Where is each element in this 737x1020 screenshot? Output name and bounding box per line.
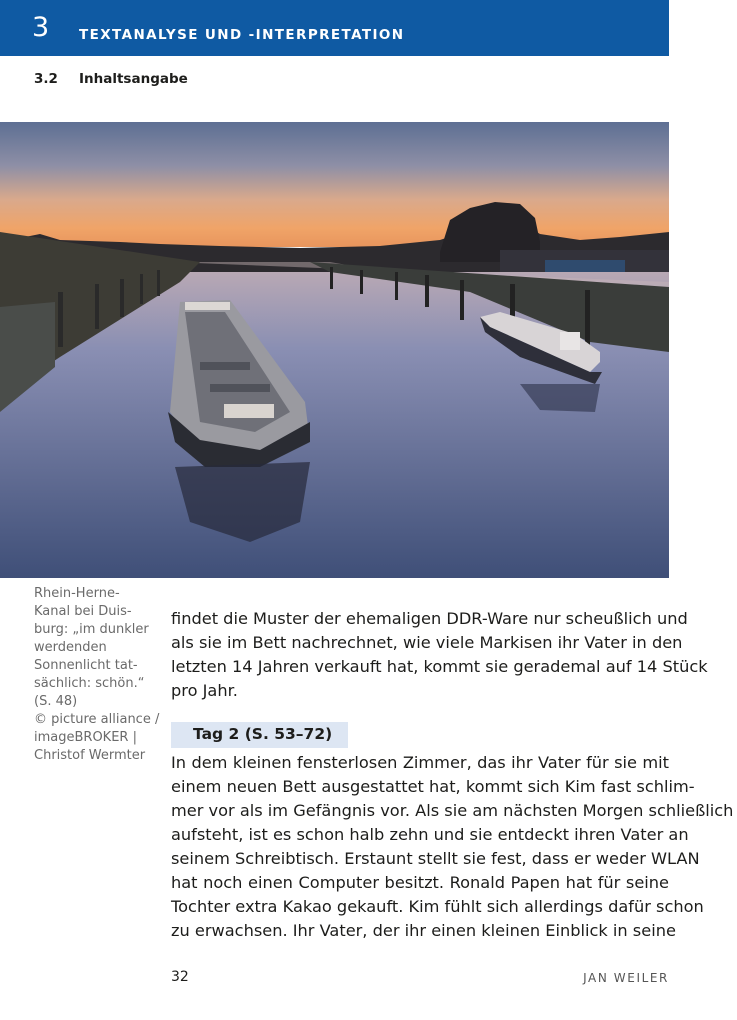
text-line: zu erwachsen. Ihr Vater, der ihr einen kleinen Einblick in seine	[171, 921, 676, 940]
footer-author: JAN WEILER	[583, 971, 669, 985]
text-line: als sie im Bett nachrechnet, wie viele Markisen ihr Vater in den	[171, 633, 683, 652]
caption-line: © picture alliance /	[34, 712, 160, 727]
caption-line: werdenden	[34, 640, 107, 655]
chapter-header-bar	[0, 0, 669, 56]
text-line: seinem Schreibtisch. Erstaunt stellt sie fest, dass er weder WLAN	[171, 849, 700, 868]
text-line: mer vor als im Gefängnis vor. Als sie am nächsten Morgen schließlich	[171, 801, 734, 820]
chapter-number: 3	[32, 12, 50, 43]
subheading-label: Tag 2 (S. 53–72)	[193, 725, 333, 743]
caption-line: Christof Wermter	[34, 748, 146, 763]
photo-caption	[34, 585, 158, 765]
section-title: Inhaltsangabe	[79, 71, 188, 87]
body-paragraph-2	[171, 751, 734, 943]
body-paragraph-1	[171, 607, 708, 703]
text-line: hat noch einen Computer besitzt. Ronald Papen hat für seine	[171, 873, 669, 892]
caption-line: imageBROKER |	[34, 730, 137, 745]
canal-barges-photo	[0, 122, 669, 578]
caption-line: burg: „im dunkler	[34, 622, 149, 637]
caption-line: Sonnenlicht tat-	[34, 658, 138, 673]
caption-line: Rhein-Herne-	[34, 586, 120, 601]
text-line: aufsteht, ist es schon halb zehn und sie entdeckt ihren Vater an	[171, 825, 689, 844]
caption-line: Kanal bei Duis-	[34, 604, 132, 619]
text-line: In dem kleinen fensterlosen Zimmer, das ihr Vater für sie mit	[171, 753, 669, 772]
chapter-title: TEXTANALYSE UND -INTERPRETATION	[79, 27, 405, 43]
caption-line: sächlich: schön.“	[34, 676, 145, 691]
text-line: pro Jahr.	[171, 681, 238, 700]
text-line: einem neuen Bett ausgestattet hat, kommt sich Kim fast schlim-	[171, 777, 695, 796]
caption-line: (S. 48)	[34, 694, 78, 709]
text-line: findet die Muster der ehemaligen DDR-Ware nur scheußlich und	[171, 609, 688, 628]
text-line: Tochter extra Kakao gekauft. Kim fühlt sich allerdings dafür schon	[171, 897, 704, 916]
page-number: 32	[171, 969, 189, 985]
subheading-box	[171, 722, 348, 748]
section-number: 3.2	[34, 71, 58, 87]
text-line: letzten 14 Jahren verkauft hat, kommt sie gerademal auf 14 Stück	[171, 657, 708, 676]
